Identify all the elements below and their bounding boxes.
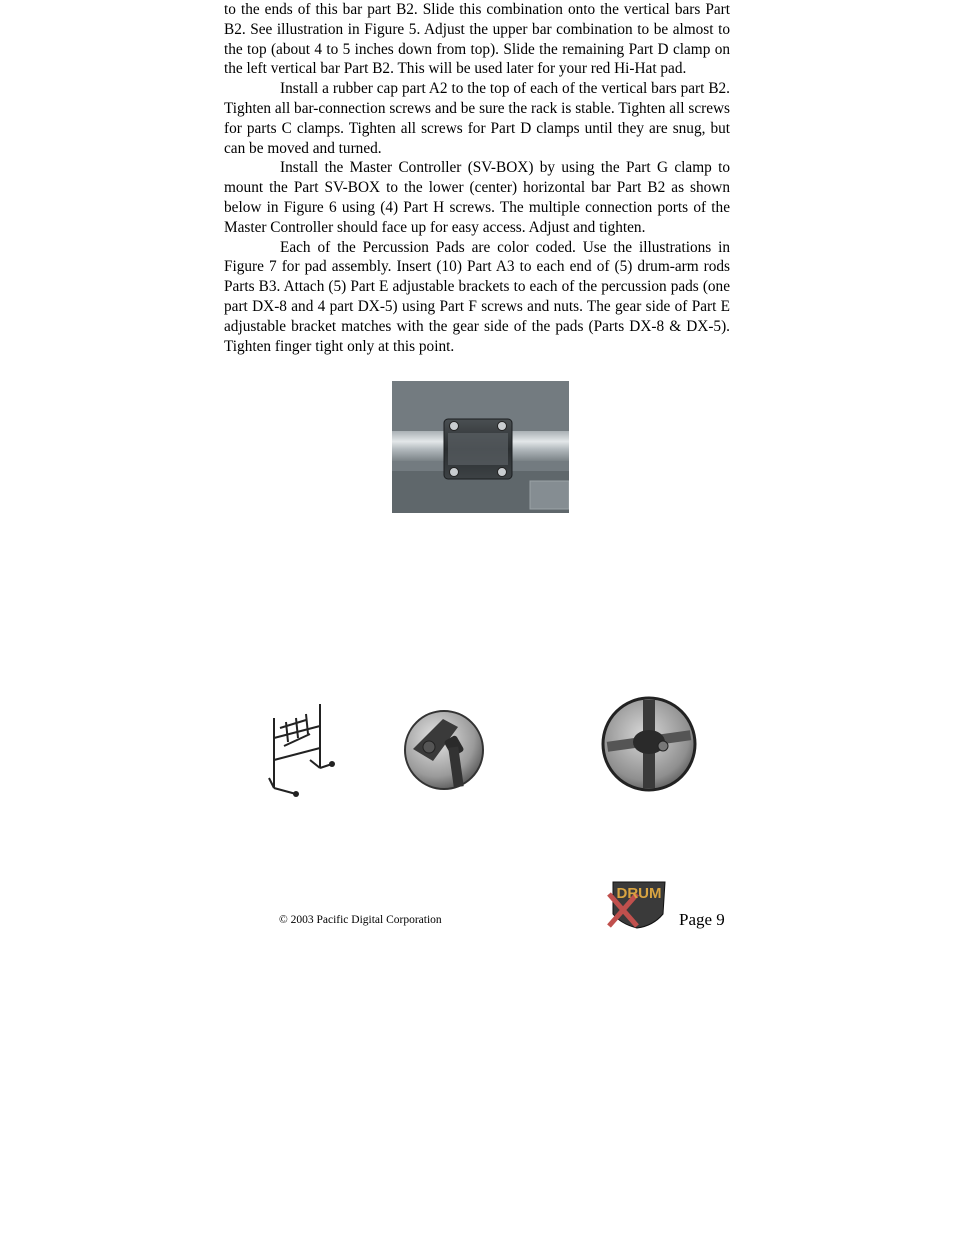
- drum-rack-illustration: [266, 698, 338, 800]
- clamp-on-bar-image: [392, 381, 569, 513]
- text-column: [224, 0, 730, 356]
- copyright-notice: © 2003 Pacific Digital Corporation: [279, 914, 442, 926]
- bracket-detail-1-illustration: [403, 709, 485, 791]
- page-number: Page 9: [679, 910, 725, 929]
- logo-text: DRUM: [616, 885, 662, 902]
- clamp-photo: [392, 381, 569, 513]
- drum-x-logo: [607, 880, 669, 930]
- paragraph-2: Install a rubber cap part A2 to the top of each of the vertical bars part B2. Tighten all bar-connection screws and be sure the rack is stable. Tighten all screws for parts C clamps. Tighten all screws for Part D clamps until they are snug, but can be moved and turned.: [224, 80, 730, 157]
- paragraph-3: Install the Master Controller (SV-BOX) by using the Part G clamp to mount the Part SV-BOX to the lower (center) horizontal bar Part B2 as shown below in Figure 6 using (4) Part H screws. The multiple connection ports of the Master Controller should face up for easy access. Adjust and tighten.: [224, 159, 730, 236]
- paragraph-1: to the ends of this bar part B2. Slide this combination onto the vertical bars Part B2. See illustration in Figure 5. Adjust the upper bar combination to be almost to the top (about 4 to 5 inches down from top). Slide the remaining Part D clamp on the left vertical bar Part B2. This will be used later for your red Hi-Hat pad.: [224, 1, 730, 78]
- paragraph-4: Each of the Percussion Pads are color coded. Use the illustrations in Figure 7 for pad assembly. Insert (10) Part A3 to each end of (5) drum-arm rods Parts B3. Attach (5) Part E adjustable brackets to each of the percussion pads (one part DX-8 and 4 part DX-5) using Part F screws and nuts. The gear side of Part E adjustable bracket matches with the gear side of the pads (Parts DX-8 & DX-5). Tighten finger tight only at this point.: [224, 238, 730, 355]
- bracket-detail-2-illustration: [601, 696, 697, 792]
